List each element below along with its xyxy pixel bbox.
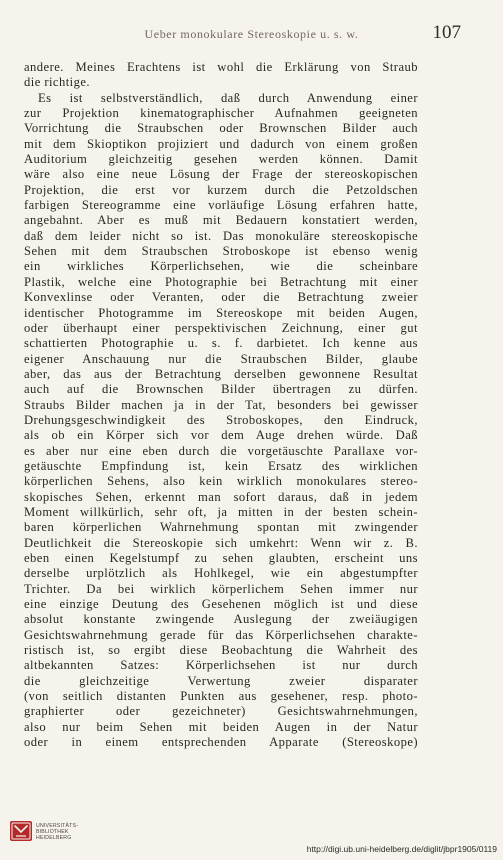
- text-line: ristisch ist, so ergibt diese Beobachtung die Wahrheit des: [24, 643, 418, 658]
- text-line: Sehen mit dem Straubschen Stroboskope ist ebenso wenig: [24, 244, 418, 259]
- body-text: [24, 60, 418, 750]
- text-line: Plastik, welche eine Photographie bei Betrachtung mit einer: [24, 274, 418, 289]
- text-line: identischer Photogramme im Stereoskope mit beiden Augen,: [24, 305, 418, 320]
- text-line: eine einzige Deutung des Gesehenen möglich ist und diese: [24, 597, 418, 612]
- text-line: oder überhaupt einer perspektivischen Zeichnung, einer gut: [24, 320, 418, 335]
- text-line: Vorrichtung die Straubschen oder Brownschen Bilder auch: [24, 121, 418, 136]
- text-line: eigener Anschauung nur die Straubschen Bilder, glaube: [24, 351, 418, 366]
- source-url[interactable]: http://digi.ub.uni-heidelberg.de/diglit/jbpr1905/0119: [306, 844, 497, 854]
- library-logo-text: [36, 823, 78, 841]
- text-line: schattierten Photographie u. s. f. darbietet. Ich kenne aus: [24, 336, 418, 351]
- text-line: also nur beim Sehen mit beiden Augen in der Natur: [24, 719, 418, 734]
- text-line: die gleichzeitige Verwertung zweier disparater: [24, 673, 418, 688]
- text-line: Straubs Bilder machen ja in der Tat, besonders bei gewisser: [24, 397, 418, 412]
- logo-text-line: BIBLIOTHEK: [36, 829, 69, 835]
- text-line: derselbe urplötzlich als Hohlkegel, wie ein abgestumpfter: [24, 566, 418, 581]
- page-number: 107: [432, 22, 461, 43]
- text-line: als ob ein Körper sich vor dem Auge drehen würde. Daß: [24, 428, 418, 443]
- text-line: getäuschte Empfindung ist, kein Ersatz des wirklichen: [24, 458, 418, 473]
- text-line: es aber nur eine eben durch die vorgetäuschte Parallaxe vor-: [24, 443, 418, 458]
- logo-text-line: UNIVERSITÄTS-: [36, 823, 79, 829]
- running-head: [24, 18, 479, 46]
- text-line: körperlichen Sehens, also kein wirklich monokulares stereo-: [24, 474, 418, 489]
- text-line: Moment willkürlich, sehr oft, ja mitten in der besten schein-: [24, 504, 418, 519]
- text-line: die richtige.: [24, 75, 90, 90]
- text-line: angebahnt. Aber es muß mit Bedauern konstatiert werden,: [24, 213, 418, 228]
- text-line: daß dem leider nicht so ist. Das monokuläre stereoskopische: [24, 228, 418, 243]
- text-line: andere. Meines Erachtens ist wohl die Erklärung von Straub: [24, 60, 418, 74]
- text-line: Es ist selbstverständlich, daß durch Anwendung einer: [38, 90, 418, 105]
- running-title: Ueber monokulare Stereoskopie u. s. w.: [144, 27, 359, 41]
- text-line: aber, das aus der Betrachtung derselben gewonnene Resultat: [24, 366, 418, 381]
- text-line: absolut konstante zwingende Auslegung der zweiäugigen: [24, 612, 418, 627]
- library-logo: [8, 814, 98, 854]
- text-line: zur Projektion kinematographischer Aufnahmen geeigneten: [24, 106, 418, 121]
- text-line: altbekannten Satzes: Körperlichsehen ist nur durch: [24, 658, 418, 673]
- text-line: Projektion, die erst vor kurzem durch die Petzoldschen: [24, 182, 418, 197]
- text-line: oder in einem entsprechenden Apparate (Stereoskope): [24, 735, 418, 750]
- text-line: Drehungsgeschwindigkeit des Stroboskopes, den Eindruck,: [24, 412, 418, 427]
- text-line: farbigen Stereogramme eine vorläufige Lösung erfahren hatte,: [24, 198, 418, 213]
- text-line: Konvexlinse oder Veranten, oder die Betrachtung zweier: [24, 290, 418, 305]
- text-line: baren körperlichen Wahrnehmung spontan mit zwingender: [24, 520, 418, 535]
- text-line: Deutlichkeit die Stereoskopie sich umkehrt: Wenn wir z. B.: [24, 535, 418, 550]
- text-line: wäre also eine neue Lösung der Frage der stereoskopischen: [24, 167, 418, 182]
- text-line: Gesichtswahrnehmung gerade für das Körperlichsehen charakte-: [24, 627, 418, 642]
- text-line: mit dem Skioptikon projiziert und dadurch von einem großen: [24, 136, 418, 151]
- text-line: skopisches Sehen, erkennt man sofort daraus, daß in jedem: [24, 489, 418, 504]
- text-line: auch auf die Brownschen Bilder übertragen zu dürfen.: [24, 382, 418, 397]
- library-seal-icon: [8, 818, 34, 844]
- text-line: Trichter. Da bei wirklich körperlichem Sehen immer nur: [24, 581, 418, 596]
- text-line: eben einen Kegelstumpf zu sehen glaubten, erscheint uns: [24, 551, 418, 565]
- text-line: (von seitlich distanten Punkten aus gesehener, resp. photo-: [24, 689, 418, 704]
- text-line: ein wirkliches Körperlichsehen, wie die scheinbare: [24, 259, 418, 274]
- logo-text-line: HEIDELBERG: [36, 835, 72, 841]
- text-line: graphierter oder gezeichneter) Gesichtswahrnehmungen,: [24, 704, 418, 719]
- text-line: Auditorium gleichzeitig gesehen werden können. Damit: [24, 152, 418, 167]
